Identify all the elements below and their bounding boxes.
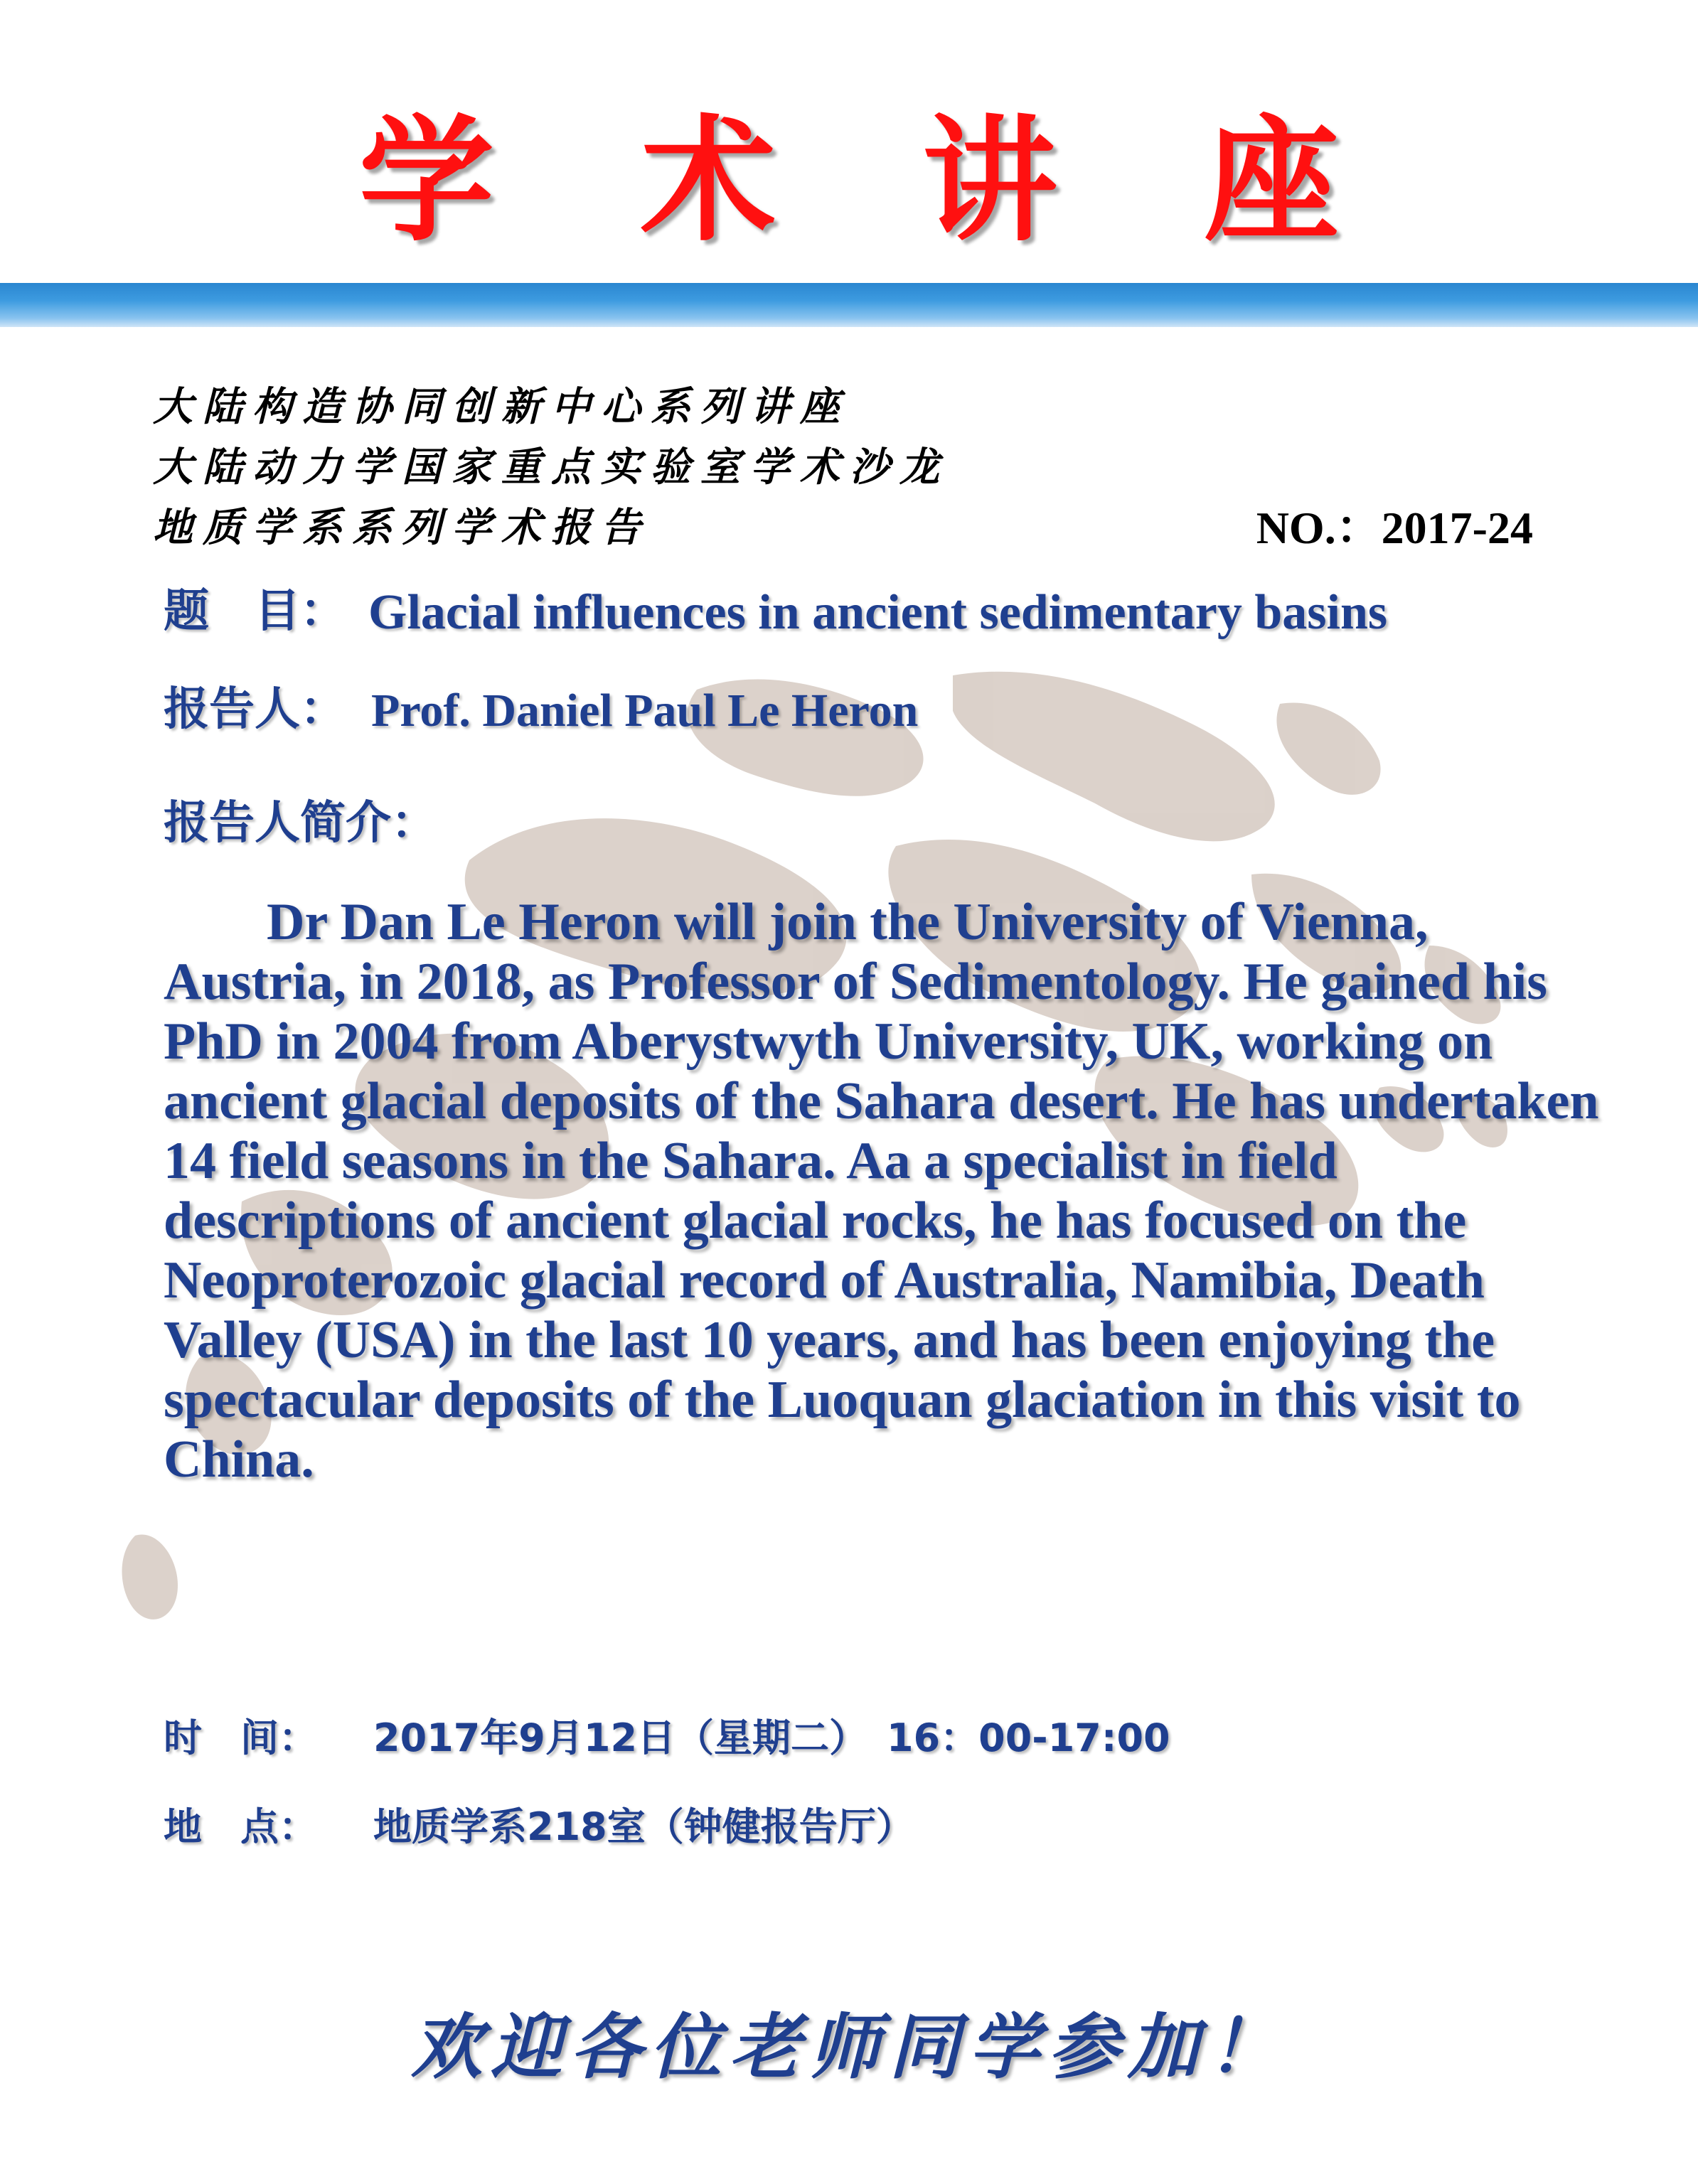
topic-label: 题 目： <box>164 585 346 638</box>
poster-title: 学 术 讲 座 <box>358 102 1389 259</box>
speaker-intro-label: 报告人简介： <box>164 797 437 850</box>
topic-value: Glacial influences in ancient sedimentary basins <box>368 585 1388 640</box>
place-value: 地质学系218室（钟健报告厅） <box>373 1804 914 1849</box>
blue-header-band <box>0 283 1698 327</box>
series-line-1: 大陆构造协同创新中心系列讲座 <box>153 384 850 430</box>
time-label: 时 间： <box>164 1715 317 1760</box>
place-label: 地 点： <box>164 1804 317 1849</box>
lecture-number: NO.：2017-24 <box>1256 503 1533 553</box>
series-line-2: 大陆动力学国家重点实验室学术沙龙 <box>153 444 949 491</box>
speaker-value: Prof. Daniel Paul Le Heron <box>371 685 919 737</box>
time-value: 2017年9月12日（星期二） 16：00-17:00 <box>373 1715 1170 1760</box>
series-line-3: 地质学系系列学术报告 <box>153 505 651 551</box>
welcome-message: 欢迎各位老师同学参加！ <box>411 2006 1287 2089</box>
speaker-bio: Dr Dan Le Heron will join the University of Vienna, Austria, in 2018, as Professor of Sedimentology. He gained his PhD in 2004 from Aberystwyth University, UK, working on ancient glacial deposits of the Sahara desert. He has undertaken 14 field seasons in the Sahara. Aa a specialist in field descriptions of ancient glacial rocks, he has focused on the Neoproterozoic glacial record of Australia, Namibia, Death Valley (USA) in the last 10 years, and has been enjoying the spectacular deposits of the Luoquan glaciation in this visit to China. <box>164 893 1599 1489</box>
speaker-label: 报告人： <box>164 683 346 736</box>
